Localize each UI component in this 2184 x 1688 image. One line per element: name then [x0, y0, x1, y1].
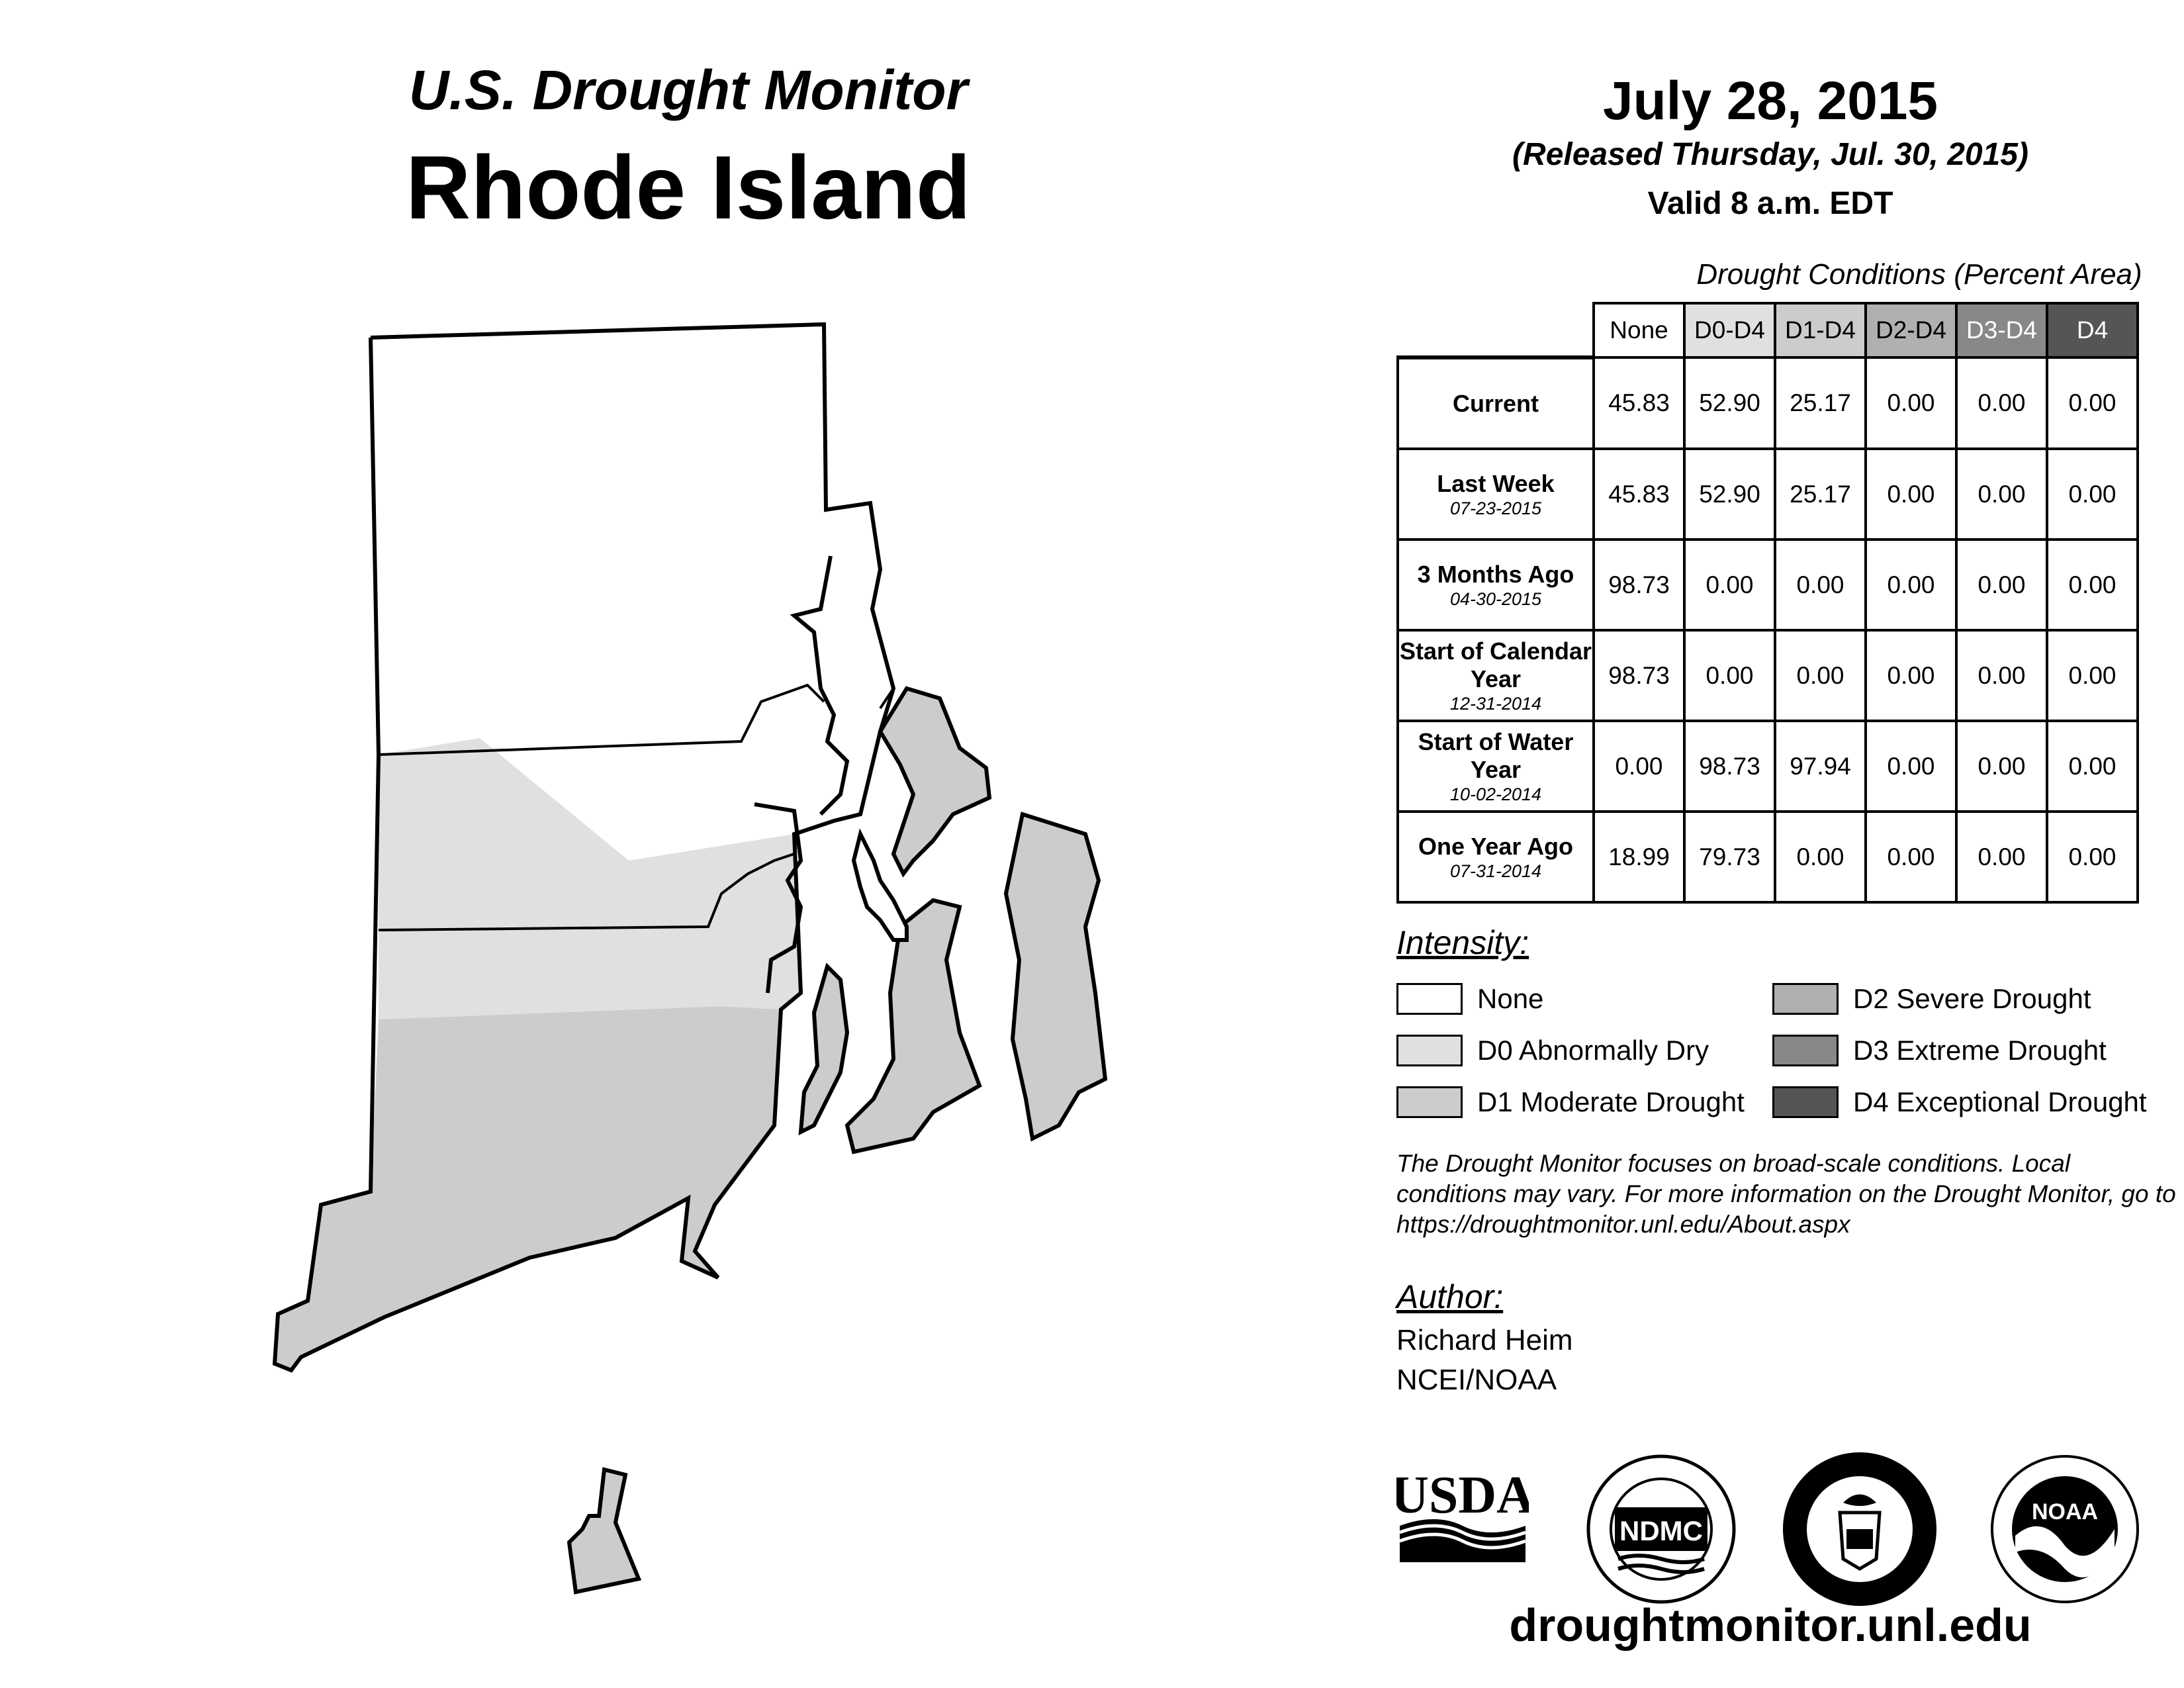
ndmc-logo: [1585, 1453, 1737, 1605]
table-cell: 79.73: [1684, 812, 1775, 902]
col-d0-d4: D0-D4: [1684, 303, 1775, 357]
row-label: One Year Ago 07-31-2014: [1398, 812, 1594, 902]
table-cell: 0.00: [1956, 539, 2047, 630]
table-caption: Drought Conditions (Percent Area): [1696, 258, 2142, 291]
valid-time: Valid 8 a.m. EDT: [1647, 186, 1893, 221]
row-label: Current: [1398, 357, 1594, 449]
upper-bay-shore: [794, 556, 847, 814]
table-cell: 0.00: [2047, 812, 2138, 902]
map-subtitle: U.S. Drought Monitor: [408, 59, 968, 121]
table-cell: 98.73: [1684, 721, 1775, 812]
legend-swatch: [1772, 1035, 1839, 1066]
table-cell: 25.17: [1775, 449, 1866, 539]
svg-text:NOAA: NOAA: [2031, 1499, 2099, 1524]
table-cell: 97.94: [1775, 721, 1866, 812]
table-cell: 45.83: [1594, 449, 1684, 539]
table-row: [1398, 449, 2138, 539]
d1-aquidneck-island: [1006, 814, 1105, 1139]
table-cell: 25.17: [1775, 357, 1866, 449]
d1-east-peninsula: [880, 688, 989, 874]
legend-label: D1 Moderate Drought: [1477, 1086, 1745, 1117]
col-d1-d4: D1-D4: [1775, 303, 1866, 357]
table-cell: 18.99: [1594, 812, 1684, 902]
footer-website: droughtmonitor.unl.edu: [1509, 1599, 2032, 1651]
release-date: (Released Thursday, Jul. 30, 2015): [1512, 137, 2028, 172]
table-cell: 0.00: [2047, 449, 2138, 539]
author-org: NCEI/NOAA: [1396, 1364, 1557, 1396]
col-d3-d4: D3-D4: [1956, 303, 2047, 357]
table-cell: 0.00: [1956, 449, 2047, 539]
report-date: July 28, 2015: [1602, 71, 1938, 131]
info-note: The Drought Monitor focuses on broad-scale conditions. Local conditions may vary. For more information on the Drought Monitor, go to https://droughtmonitor.unl.edu/About.aspx: [1396, 1150, 2176, 1238]
legend-swatch: [1772, 1086, 1839, 1118]
legend-label: D2 Severe Drought: [1853, 983, 2091, 1014]
table-cell: 0.00: [1684, 539, 1775, 630]
table-cell: 45.83: [1594, 357, 1684, 449]
col-none: None: [1594, 303, 1684, 357]
table-cell: 52.90: [1684, 449, 1775, 539]
table-cell: 0.00: [1866, 539, 1956, 630]
row-label: 3 Months Ago 04-30-2015: [1398, 539, 1594, 630]
d1-conanicut-island: [801, 966, 847, 1132]
legend-swatch: [1396, 983, 1463, 1015]
table-cell: 98.73: [1594, 630, 1684, 721]
col-d4: D4: [2047, 303, 2138, 357]
table-cell: 0.00: [1866, 357, 1956, 449]
table-cell: 0.00: [1775, 630, 1866, 721]
legend-item-d2: [1772, 981, 2091, 1017]
row-label: Start of Water Year 10-02-2014: [1398, 721, 1594, 812]
table-cell: 0.00: [2047, 630, 2138, 721]
table-row: [1398, 630, 2138, 721]
table-cell: 52.90: [1684, 357, 1775, 449]
legend-item-d4: [1772, 1084, 2147, 1120]
legend-swatch: [1772, 983, 1839, 1015]
legend-label: None: [1477, 983, 1544, 1014]
table-cell: 0.00: [1775, 812, 1866, 902]
legend-swatch: [1396, 1035, 1463, 1066]
table-cell: 0.00: [1684, 630, 1775, 721]
svg-text:USDA: USDA: [1396, 1466, 1529, 1524]
table-cell: 0.00: [1956, 812, 2047, 902]
d0-region: [379, 738, 801, 1019]
department-of-commerce-seal: [1780, 1450, 1939, 1609]
header-blank-cell: [1398, 303, 1594, 357]
author-name: Richard Heim: [1396, 1324, 1573, 1356]
table-cell: 0.00: [1866, 449, 1956, 539]
legend-item-d3: [1772, 1033, 2107, 1068]
legend-title: Intensity:: [1396, 924, 1529, 961]
legend-item-d1: [1396, 1084, 1745, 1120]
block-island: [569, 1470, 639, 1592]
table-cell: 0.00: [1866, 721, 1956, 812]
table-cell: 0.00: [1866, 812, 1956, 902]
table-cell: 0.00: [2047, 357, 2138, 449]
noaa-logo: [1989, 1453, 2141, 1605]
svg-text:NDMC: NDMC: [1619, 1515, 1703, 1546]
legend-swatch: [1396, 1086, 1463, 1118]
table-cell: 0.00: [1956, 721, 2047, 812]
table-cell: 0.00: [2047, 539, 2138, 630]
table-row: [1398, 812, 2138, 902]
table-cell: 0.00: [2047, 721, 2138, 812]
drought-conditions-table: [1396, 302, 2139, 904]
row-label: Start of Calendar Year 12-31-2014: [1398, 630, 1594, 721]
legend-label: D4 Exceptional Drought: [1853, 1086, 2147, 1117]
legend-item-d0: [1396, 1033, 1709, 1068]
table-row: [1398, 721, 2138, 812]
map-title: Rhode Island: [406, 137, 971, 238]
legend-item-none: [1396, 981, 1543, 1017]
table-cell: 0.00: [1956, 630, 2047, 721]
table-cell: 0.00: [1866, 630, 1956, 721]
table-cell: 98.73: [1594, 539, 1684, 630]
table-row: [1398, 357, 2138, 449]
table-cell: 0.00: [1775, 539, 1866, 630]
table-cell: 0.00: [1594, 721, 1684, 812]
author-heading: Author:: [1396, 1278, 1504, 1315]
row-label: Last Week 07-23-2015: [1398, 449, 1594, 539]
legend-label: D0 Abnormally Dry: [1477, 1035, 1709, 1066]
table-row: [1398, 539, 2138, 630]
d1-conanicut-south: [847, 900, 979, 1152]
d1-region: [275, 1006, 781, 1370]
table-cell: 0.00: [1956, 357, 2047, 449]
legend-label: D3 Extreme Drought: [1853, 1035, 2107, 1066]
col-d2-d4: D2-D4: [1866, 303, 1956, 357]
usda-logo: [1396, 1463, 1529, 1562]
